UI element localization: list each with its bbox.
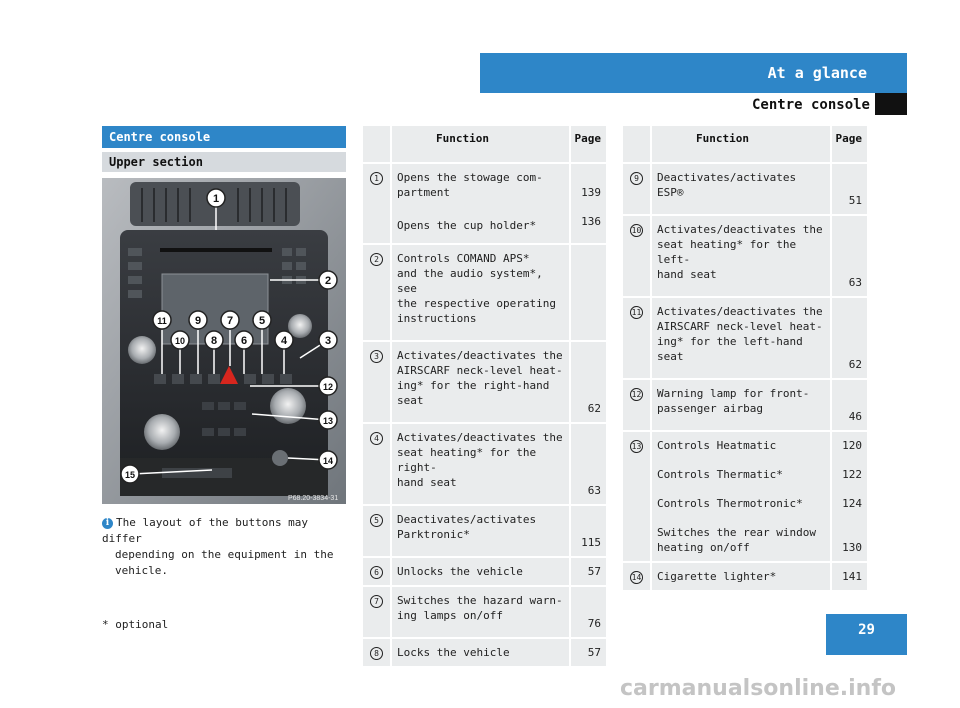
table-row — [623, 379, 867, 431]
row-function — [391, 244, 570, 341]
table-row — [363, 244, 606, 341]
callout-number-icon: 6 — [370, 566, 383, 579]
page-ref: 120 — [842, 439, 862, 452]
page-ref: 62 — [587, 402, 601, 415]
header-function: Function — [391, 126, 570, 163]
function-text: Deactivates/activates ESP® — [657, 171, 797, 199]
callout-number-icon: 8 — [370, 647, 383, 660]
callout-number-icon: 14 — [631, 573, 642, 582]
table-row — [623, 215, 867, 297]
function-text: Warning lamp for front- passenger airbag — [657, 387, 810, 415]
row-function — [391, 505, 570, 557]
page-ref: 51 — [848, 194, 862, 207]
page-ref: 62 — [848, 358, 862, 371]
function-text: Switches the rear window heating on/off — [657, 526, 816, 554]
header-page: Page — [570, 126, 607, 163]
callout-2 — [319, 271, 337, 289]
svg-text:9: 9 — [194, 315, 202, 327]
callout-13 — [319, 411, 337, 429]
callout-14 — [319, 451, 337, 469]
page-ref: 63 — [587, 484, 601, 497]
table-row — [363, 341, 606, 423]
row-number — [363, 638, 391, 667]
page-ref: 141 — [842, 570, 862, 583]
callout-6 — [235, 331, 253, 349]
callout-number-icon: 2 — [370, 253, 383, 266]
callout-number-icon: 10 — [631, 226, 642, 235]
table-row — [623, 297, 867, 379]
table-row — [363, 423, 606, 505]
svg-text:13: 13 — [322, 416, 334, 426]
function-text: Activates/deactivates the AIRSCARF neck-level heat- ing* for the right-hand seat — [397, 349, 563, 407]
row-page — [570, 638, 607, 667]
svg-text:14: 14 — [322, 456, 334, 466]
row-number — [623, 431, 651, 562]
svg-text:4: 4 — [280, 335, 288, 347]
row-page — [570, 244, 607, 341]
row-function — [391, 341, 570, 423]
svg-text:5: 5 — [258, 315, 266, 327]
row-page — [831, 215, 868, 297]
table-row — [623, 163, 867, 215]
callout-number-icon: 4 — [370, 432, 383, 445]
svg-text:11: 11 — [157, 316, 167, 326]
function-text: Switches the hazard warn- ing lamps on/off — [397, 594, 563, 622]
table-row — [363, 163, 606, 244]
row-function — [651, 163, 831, 215]
callout-11 — [153, 311, 171, 329]
page-ref: 130 — [842, 541, 862, 554]
note-line-1: The layout of the buttons may differ — [102, 516, 309, 545]
page-ref: 136 — [581, 215, 601, 228]
callout-number-icon: 13 — [631, 442, 642, 451]
row-number — [623, 562, 651, 591]
centre-console-photo — [102, 178, 346, 504]
callout-number-icon: 5 — [370, 514, 383, 527]
row-number — [363, 557, 391, 586]
row-function — [391, 163, 570, 244]
page-ref: 124 — [842, 497, 862, 510]
optional-footnote: * optional — [102, 618, 169, 631]
row-function — [651, 431, 831, 562]
table-row — [363, 638, 606, 667]
callout-1 — [207, 189, 225, 207]
function-text: Opens the stowage com- partment — [397, 171, 543, 199]
function-text: Controls Thermotronic* — [657, 497, 803, 510]
row-page — [570, 163, 607, 244]
row-page — [831, 431, 868, 562]
page-ref: 76 — [587, 617, 601, 630]
svg-text:15: 15 — [124, 470, 136, 480]
function-text: Deactivates/activates Parktronic* — [397, 513, 537, 541]
row-function — [391, 557, 570, 586]
svg-text:12: 12 — [322, 382, 334, 392]
page-ref: 122 — [842, 468, 862, 481]
row-function — [651, 562, 831, 591]
row-function — [391, 423, 570, 505]
row-page — [831, 297, 868, 379]
svg-text:10: 10 — [174, 336, 186, 346]
page-ref: 63 — [848, 276, 862, 289]
row-page — [570, 557, 607, 586]
row-number — [363, 586, 391, 638]
row-number — [623, 163, 651, 215]
header-band — [480, 53, 907, 93]
function-text: Opens the cup holder* — [397, 219, 537, 232]
svg-text:8: 8 — [210, 335, 218, 347]
note-line-2: depending on the equipment in the vehicle. — [115, 548, 334, 577]
row-function — [651, 297, 831, 379]
function-text: Locks the vehicle — [397, 646, 510, 659]
callout-number-icon: 1 — [370, 172, 383, 185]
table-row — [623, 562, 867, 591]
function-text: Cigarette lighter* — [657, 570, 777, 583]
section-title: Centre console — [102, 126, 346, 148]
table-row — [363, 505, 606, 557]
callout-3 — [319, 331, 337, 349]
row-page — [570, 505, 607, 557]
function-text: Activates/deactivates the AIRSCARF neck-level heat- ing* for the left-hand seat — [657, 305, 823, 363]
function-text: Unlocks the vehicle — [397, 565, 523, 578]
page-number: 29 — [826, 614, 907, 655]
function-text: Activates/deactivates the seat heating* for the right- hand seat — [397, 431, 563, 489]
page-ref: 139 — [581, 186, 601, 199]
callout-15 — [121, 465, 139, 483]
function-text: Activates/deactivates the seat heating* for the left- hand seat — [657, 223, 823, 281]
row-page — [570, 423, 607, 505]
callout-number-icon: 9 — [630, 172, 643, 185]
row-page — [570, 341, 607, 423]
callout-5 — [253, 311, 271, 329]
table-row — [363, 557, 606, 586]
row-number — [363, 341, 391, 423]
row-number — [363, 244, 391, 341]
header-number — [623, 126, 651, 163]
watermark: carmanualsonline.info — [620, 676, 896, 701]
callout-12 — [319, 377, 337, 395]
page-ref: 115 — [581, 536, 601, 549]
callout-8 — [205, 331, 223, 349]
row-page — [831, 163, 868, 215]
table-row — [623, 431, 867, 562]
row-number — [623, 297, 651, 379]
callout-number-icon: 7 — [370, 595, 383, 608]
callout-4 — [275, 331, 293, 349]
row-function — [651, 379, 831, 431]
callout-9 — [189, 311, 207, 329]
console-illustration — [102, 178, 346, 504]
header-number — [363, 126, 391, 163]
callout-number-icon: 12 — [631, 390, 642, 399]
row-number — [363, 423, 391, 505]
table-row — [363, 586, 606, 638]
callout-7 — [221, 311, 239, 329]
svg-text:6: 6 — [240, 335, 248, 347]
photo-caption-code: P68.20-3834-31 — [288, 495, 339, 502]
svg-text:3: 3 — [324, 335, 332, 347]
svg-text:2: 2 — [324, 275, 332, 287]
svg-text:1: 1 — [212, 193, 220, 205]
function-text: Controls Heatmatic — [657, 439, 777, 452]
header-subtitle: Centre console — [751, 97, 870, 113]
header-page: Page — [831, 126, 868, 163]
page-ref: 46 — [848, 410, 862, 423]
row-function — [651, 215, 831, 297]
row-number — [363, 505, 391, 557]
info-icon: i — [102, 518, 113, 529]
function-table-1 — [363, 126, 606, 668]
header-function: Function — [651, 126, 831, 163]
callout-number-icon: 3 — [370, 350, 383, 363]
callout-number-icon: 11 — [631, 308, 642, 317]
header-band-title: At a glance — [767, 64, 867, 82]
table-header-row — [623, 126, 867, 163]
row-number — [623, 379, 651, 431]
function-table-2 — [623, 126, 867, 592]
row-number — [363, 163, 391, 244]
row-function — [391, 586, 570, 638]
info-note — [102, 515, 352, 579]
table-header-row — [363, 126, 606, 163]
svg-text:7: 7 — [226, 315, 234, 327]
function-text: Controls COMAND APS* and the audio system*, see the respective operating instructions — [397, 252, 556, 325]
row-page — [831, 562, 868, 591]
callout-10 — [171, 331, 189, 349]
row-page — [831, 379, 868, 431]
header-marker — [875, 93, 907, 115]
page-ref: 57 — [587, 646, 601, 659]
row-number — [623, 215, 651, 297]
row-page — [570, 586, 607, 638]
page-ref: 57 — [587, 565, 601, 578]
row-function — [391, 638, 570, 667]
function-text: Controls Thermatic* — [657, 468, 783, 481]
section-subtitle: Upper section — [102, 152, 346, 172]
